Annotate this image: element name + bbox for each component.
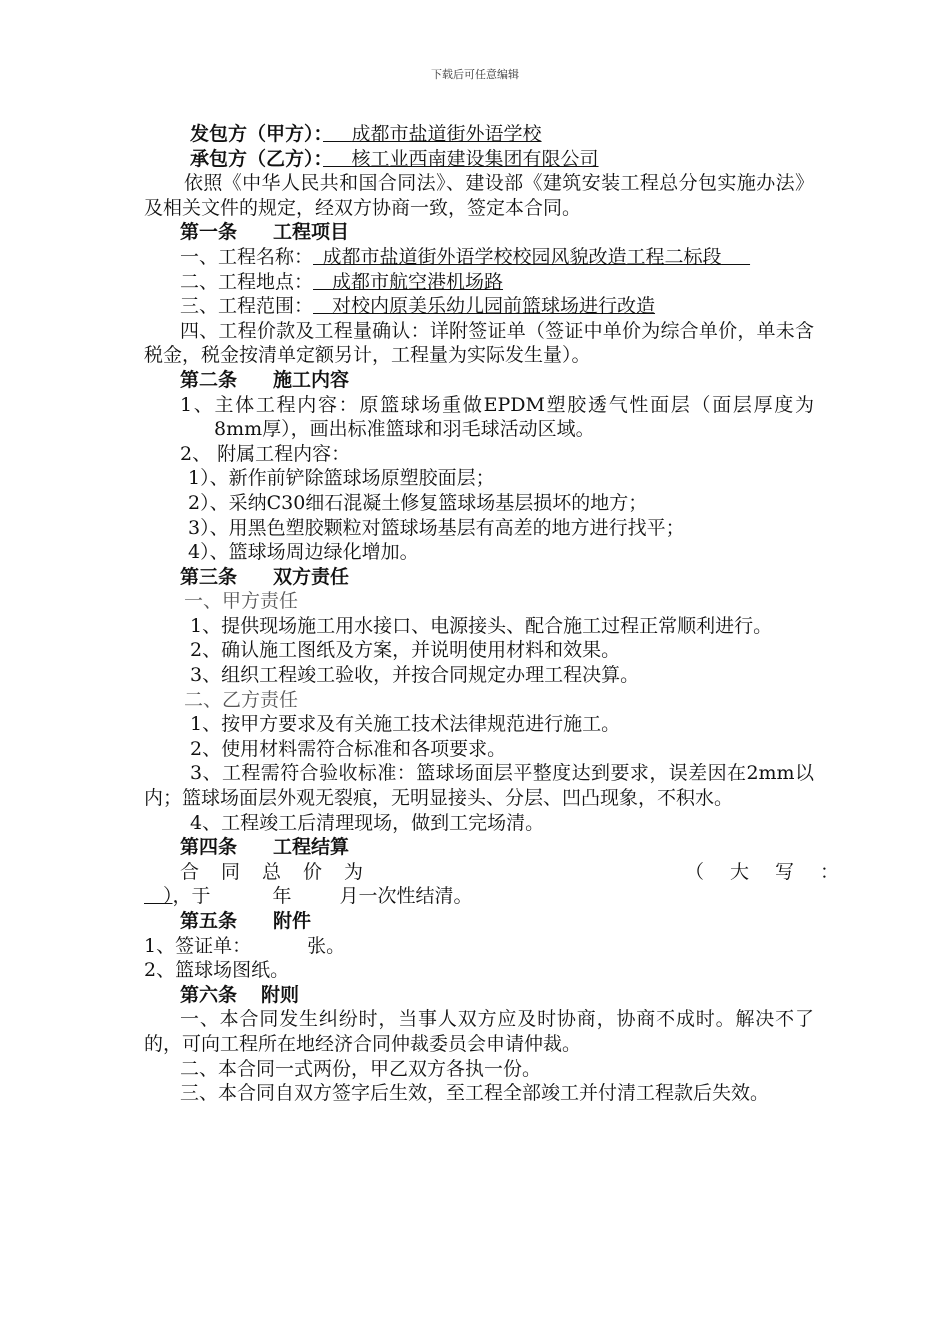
- party-b-duty-1: 1、按甲方要求及有关施工技术法律规范进行施工。: [190, 713, 621, 736]
- aux-item-1: 1）、新作前铲除篮球场原塑胶面层；: [188, 467, 495, 490]
- aux-item-4: 4）、篮球场周边绿化增加。: [188, 541, 419, 564]
- party-b-duty-4: 4、工程竣工后清理现场，做到工完场清。: [190, 811, 545, 834]
- rule-3: 三、本合同自双方签字后生效，至工程全部竣工并付清工程款后失效。: [180, 1082, 770, 1105]
- rule-2: 二、本合同一式两份，甲乙双方各执一份。: [180, 1057, 542, 1080]
- main-work: 1、主体工程内容：原篮球场重做EPDM塑胶透气性面层（面层厚度为8mm厚），画出标准篮球和羽毛球活动区域。: [180, 393, 814, 441]
- party-a-line: [144, 122, 814, 147]
- party-b-value: 核工业西南建设集团有限公司: [351, 147, 599, 170]
- header-note: 下载后可任意编辑: [431, 68, 519, 81]
- project-site: 二、工程地点： 成都市航空港机场路: [180, 270, 504, 293]
- party-b-duty-2: 2、使用材料需符合标准和各项要求。: [190, 737, 507, 760]
- party-a-label: 发包方（甲方）：: [190, 123, 324, 145]
- article-6-heading: 第六条 附则: [180, 983, 300, 1006]
- rule-1: 一、本合同发生纠纷时，当事人双方应及时协商，协商不成时。解决不了的，可向工程所在地经济合同仲裁委员会申请仲裁。: [144, 1008, 814, 1055]
- aux-item-3: 3）、用黑色塑胶颗粒对篮球场基层有高差的地方进行找平；: [188, 516, 685, 539]
- party-a-duty-2: 2、确认施工图纸及方案，并说明使用材料和效果。: [190, 639, 621, 662]
- project-price: 四、工程价款及工程量确认：详附签证单（签证中单价为综合单价，单未含税金，税金按清单定额另计，工程量为实际发生量）。: [144, 319, 814, 367]
- aux-item-2: 2）、采纳C30细石混凝土修复篮球场基层损坏的地方；: [188, 491, 648, 514]
- total-price-line: 合同总价为 （大写：: [180, 860, 866, 883]
- article-2-heading: 第二条 施工内容: [180, 368, 350, 391]
- article-5-heading: 第五条 附件: [180, 910, 312, 932]
- project-scope: 三、工程范围： 对校内原美乐幼儿园前篮球场进行改造: [180, 295, 656, 318]
- party-b-duty-title: 二、乙方责任: [184, 688, 299, 711]
- settlement-line: ），于 年 月一次性结清。: [163, 885, 473, 908]
- attachment-2: 2、篮球场图纸。: [144, 959, 290, 982]
- attachment-1: 1、签证单： 张。: [144, 934, 346, 957]
- contract-body: [144, 122, 866, 1106]
- party-a-duty-1: 1、提供现场施工用水接口、电源接头、配合施工过程正常顺利进行。: [190, 614, 773, 637]
- project-name: 一、工程名称： 成都市盐道街外语学校校园风貌改造工程二标段: [180, 245, 722, 268]
- aux-work-label: 2、 附属工程内容：: [180, 442, 351, 465]
- party-a-value: 成都市盐道街外语学校: [351, 123, 542, 145]
- intro-paragraph: 依照《中华人民共和国合同法》、建设部《建筑安装工程总分包实施办法》及相关文件的规定，经双方协商一致，签定本合同。: [144, 172, 814, 219]
- party-a-duty-3: 3、组织工程竣工验收，并按合同规定办理工程决算。: [190, 664, 640, 687]
- party-a-duty-title: 一、甲方责任: [184, 590, 299, 613]
- party-b-label: 承包方（乙方）：: [190, 147, 324, 170]
- article-3-heading: 第三条 双方责任: [180, 565, 350, 588]
- party-b-duty-3: 3、工程需符合验收标准：篮球场面层平整度达到要求，误差因在2mm以内；篮球场面层外观无裂痕，无明显接头、分层、凹凸现象，不积水。: [144, 762, 814, 810]
- party-b-line: [144, 147, 814, 172]
- article-4-heading: 第四条 工程结算: [180, 836, 350, 859]
- article-1-heading: 第一条 工程项目: [180, 221, 350, 244]
